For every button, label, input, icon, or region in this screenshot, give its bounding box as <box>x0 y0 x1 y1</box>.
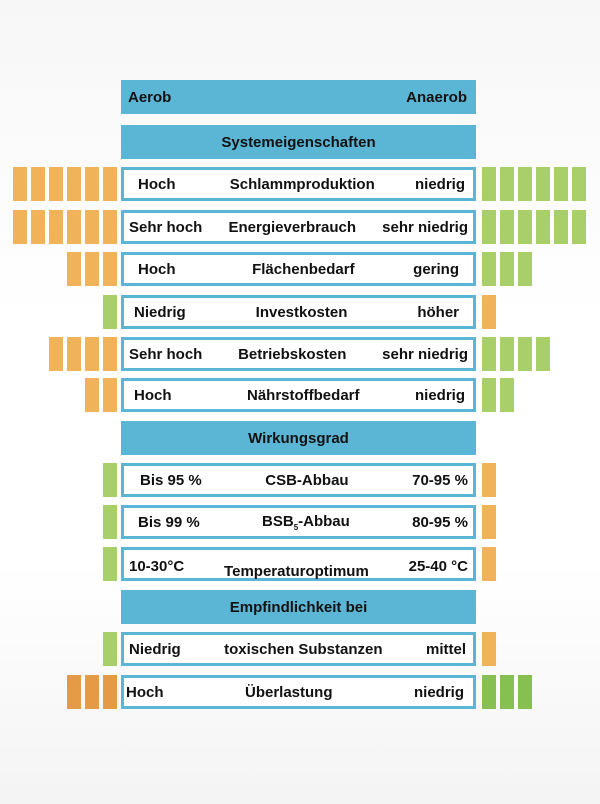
score-block <box>103 505 117 539</box>
score-block <box>67 210 81 244</box>
score-block <box>103 547 117 581</box>
property-label: Flächenbedarf <box>252 260 355 278</box>
score-block <box>67 337 81 371</box>
score-block <box>482 337 496 371</box>
score-block <box>482 505 496 539</box>
score-block <box>482 295 496 329</box>
score-block <box>67 167 81 201</box>
score-block <box>518 337 532 371</box>
property-label: Überlastung <box>244 683 333 701</box>
anaerob-score-blocks <box>482 463 496 497</box>
score-block <box>103 337 117 371</box>
score-block <box>85 167 99 201</box>
score-block <box>500 378 514 412</box>
comparison-row <box>121 337 476 371</box>
score-block <box>85 210 99 244</box>
property-label: Energieverbrauch <box>228 218 357 236</box>
anaerob-score-blocks <box>482 632 496 666</box>
score-block <box>13 167 27 201</box>
score-block <box>482 675 496 709</box>
aerob-score-blocks <box>103 632 117 666</box>
anaerob-score-blocks <box>482 167 586 201</box>
score-block <box>500 337 514 371</box>
anaerob-value: 25-40 °C <box>408 558 468 575</box>
header-anaerob: Anaerob <box>406 88 467 106</box>
property-label: Investkosten <box>255 303 348 321</box>
comparison-row <box>121 167 476 201</box>
aerob-score-blocks <box>85 378 117 412</box>
score-block <box>554 167 568 201</box>
aerob-value: Hoch <box>134 386 172 404</box>
comparison-row <box>121 632 476 666</box>
anaerob-value: höher <box>417 303 459 321</box>
score-block <box>103 167 117 201</box>
score-block <box>572 210 586 244</box>
header-aerob: Aerob <box>128 88 172 106</box>
score-block <box>482 167 496 201</box>
score-block <box>500 210 514 244</box>
comparison-row <box>121 505 476 539</box>
section-title: Wirkungsgrad <box>248 429 349 447</box>
anaerob-score-blocks <box>482 210 586 244</box>
score-block <box>482 252 496 286</box>
score-block <box>500 675 514 709</box>
property-label: Nährstoffbedarf <box>246 386 360 404</box>
anaerob-value: 80-95 % <box>412 513 468 531</box>
section-title: Systemeigenschaften <box>221 133 376 151</box>
anaerob-score-blocks <box>482 252 532 286</box>
anaerob-value: 70-95 % <box>412 471 468 489</box>
score-block <box>536 210 550 244</box>
score-block <box>536 167 550 201</box>
score-block <box>518 210 532 244</box>
property-label: Temperaturoptimum <box>224 563 369 580</box>
aerob-score-blocks <box>49 337 117 371</box>
anaerob-value: gering <box>413 260 459 278</box>
property-label: $BSB_5$-Abbau <box>262 512 350 532</box>
score-block <box>518 167 532 201</box>
score-block <box>482 547 496 581</box>
score-block <box>85 675 99 709</box>
score-block <box>482 632 496 666</box>
section-title: Empfindlichkeit bei <box>229 598 368 616</box>
score-block <box>103 210 117 244</box>
aerob-value: Sehr hoch <box>129 345 203 363</box>
comparison-row <box>121 295 476 329</box>
anaerob-value: niedrig <box>414 175 465 193</box>
score-block <box>572 167 586 201</box>
score-block <box>67 675 81 709</box>
property-label: toxischen Substanzen <box>224 640 383 658</box>
anaerob-score-blocks <box>482 505 496 539</box>
score-block <box>49 210 63 244</box>
header-bar <box>121 80 476 114</box>
score-block <box>67 252 81 286</box>
aerob-score-blocks <box>103 463 117 497</box>
aerob-score-blocks <box>13 167 117 201</box>
comparison-row <box>121 463 476 497</box>
comparison-row <box>121 378 476 412</box>
anaerob-score-blocks <box>482 337 550 371</box>
score-block <box>500 167 514 201</box>
section-empfindlichkeit <box>121 590 476 624</box>
score-block <box>536 337 550 371</box>
score-block <box>482 210 496 244</box>
aerob-value: Bis 95 % <box>140 471 202 489</box>
aerob-score-blocks <box>103 547 117 581</box>
comparison-row <box>121 547 476 581</box>
score-block <box>482 463 496 497</box>
score-block <box>31 167 45 201</box>
aerob-score-blocks <box>103 295 117 329</box>
score-block <box>85 337 99 371</box>
score-block <box>103 252 117 286</box>
score-block <box>85 252 99 286</box>
aerob-value: 10-30°C <box>129 558 185 575</box>
comparison-row <box>121 210 476 244</box>
aerob-score-blocks <box>67 252 117 286</box>
anaerob-value: mittel <box>425 640 466 658</box>
aerob-value: Hoch <box>138 175 176 193</box>
anaerob-score-blocks <box>482 547 496 581</box>
score-block <box>103 632 117 666</box>
aerob-score-blocks <box>13 210 117 244</box>
anaerob-value: niedrig <box>413 683 464 701</box>
property-label: Schlammproduktion <box>229 175 375 193</box>
score-block <box>103 463 117 497</box>
score-block <box>518 675 532 709</box>
anaerob-value: niedrig <box>414 386 465 404</box>
anaerob-score-blocks <box>482 295 496 329</box>
score-block <box>518 252 532 286</box>
score-block <box>554 210 568 244</box>
aerob-score-blocks <box>103 505 117 539</box>
aerob-score-blocks <box>67 675 117 709</box>
aerob-value: Niedrig <box>129 640 181 658</box>
aerob-value: Hoch <box>138 260 176 278</box>
section-wirkungsgrad <box>121 421 476 455</box>
score-block <box>500 252 514 286</box>
score-block <box>103 675 117 709</box>
property-label: CSB-Abbau <box>265 471 349 489</box>
aerob-value: Hoch <box>126 683 164 701</box>
aerob-value: Bis 99 % <box>138 513 200 531</box>
anaerob-value: sehr niedrig <box>382 345 468 363</box>
aerob-value: Sehr hoch <box>129 218 203 236</box>
section-systemeigenschaften <box>121 125 476 159</box>
score-block <box>49 167 63 201</box>
score-block <box>103 378 117 412</box>
anaerob-value: sehr niedrig <box>382 218 468 236</box>
anaerob-score-blocks <box>482 378 514 412</box>
anaerob-score-blocks <box>482 675 532 709</box>
aerob-value: Niedrig <box>134 303 186 321</box>
property-label: Betriebskosten <box>238 345 347 363</box>
comparison-row <box>121 252 476 286</box>
score-block <box>85 378 99 412</box>
score-block <box>49 337 63 371</box>
score-block <box>13 210 27 244</box>
score-block <box>31 210 45 244</box>
score-block <box>103 295 117 329</box>
comparison-row <box>121 675 476 709</box>
score-block <box>482 378 496 412</box>
